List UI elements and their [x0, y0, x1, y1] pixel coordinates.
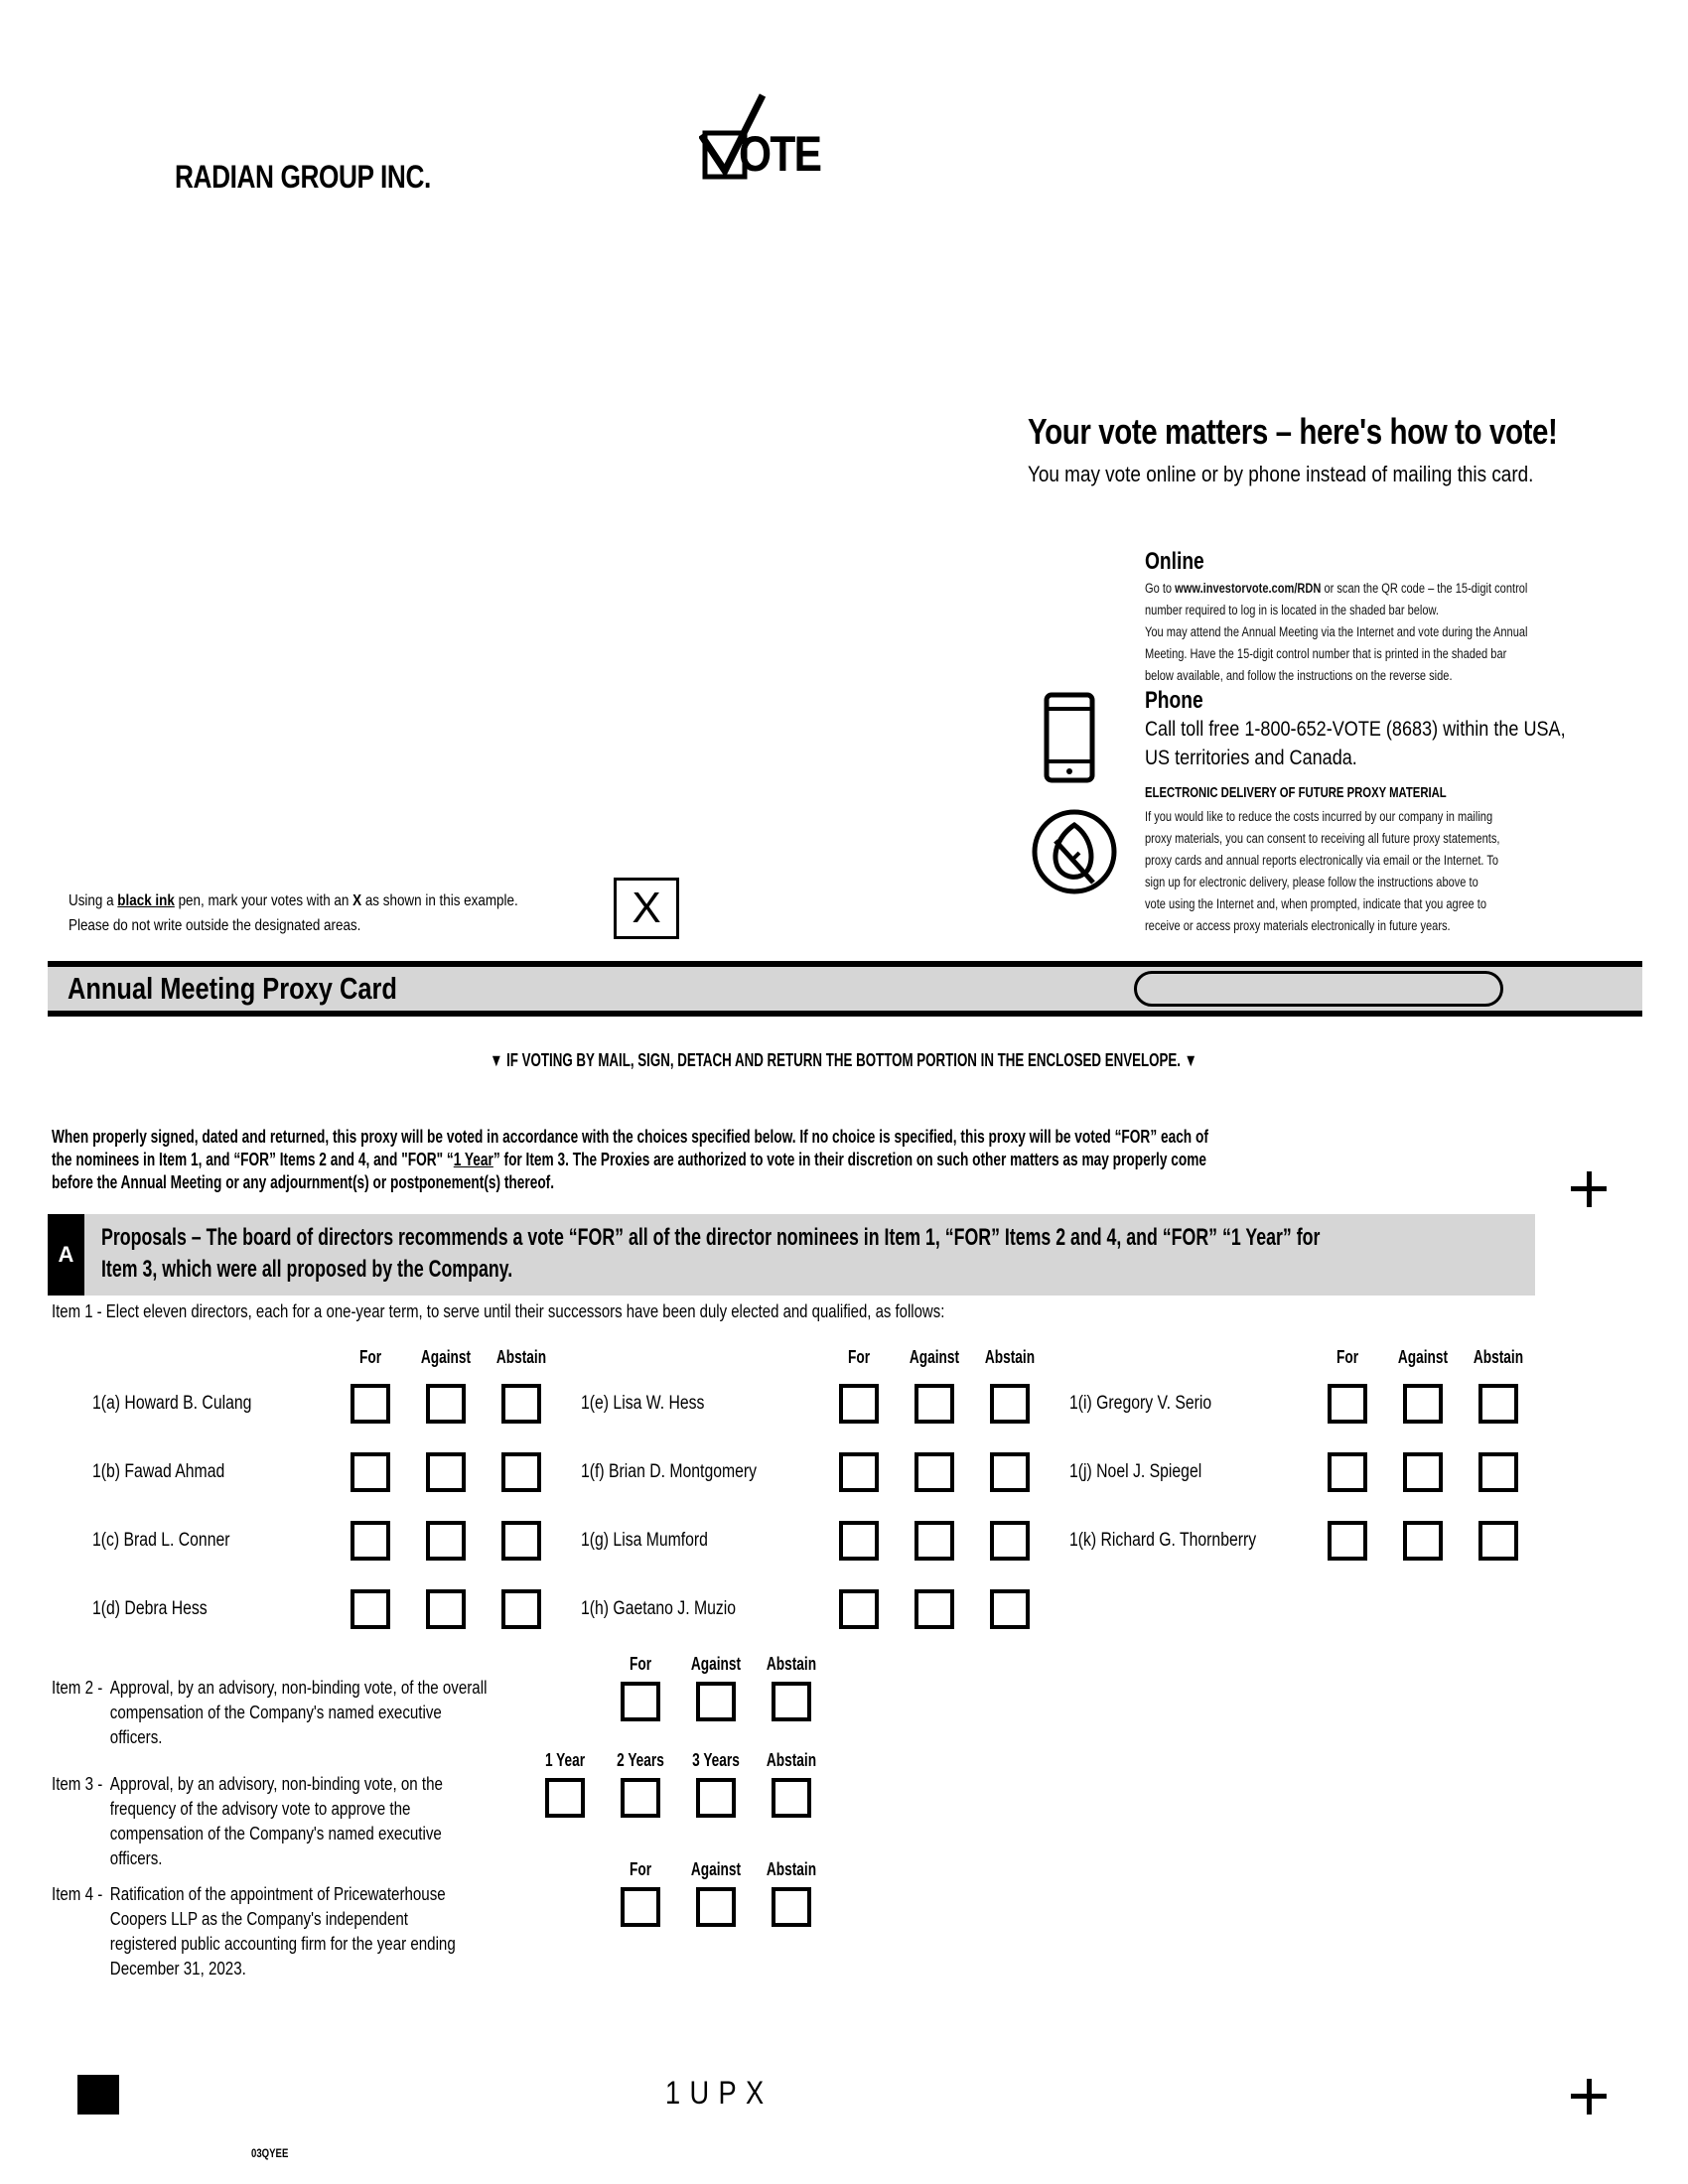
disclaimer-text: ” for Item 3. The Proxies are authorized to vote in their discretion on such other matters as may properly come — [492, 1149, 1207, 1169]
checkbox-1c-abstain[interactable] — [501, 1521, 541, 1561]
col-header-abstain: Abstain — [1473, 1347, 1524, 1367]
section-a-tag: A — [48, 1214, 84, 1296]
leaf-no-paper-icon — [1030, 807, 1119, 901]
section-a-header — [48, 1214, 1535, 1296]
online-title: Online — [1145, 548, 1204, 575]
col-header-3-years: 3 Years — [692, 1750, 740, 1770]
checkbox-1a-against[interactable] — [426, 1384, 466, 1424]
checkbox-1g-against[interactable] — [914, 1521, 954, 1561]
disclaimer-line: When properly signed, dated and returned, this proxy will be voted in accordance with the choices specified below. If no choice is specified, this proxy will be voted “FOR” each of — [52, 1126, 1208, 1147]
online-text: Meeting. Have the 15-digit control number that is printed in the shaded bar — [1145, 646, 1507, 661]
checkbox-item2-abstain[interactable] — [772, 1682, 811, 1721]
phone-title: Phone — [1145, 687, 1203, 714]
online-text: or scan the QR code – the 15-digit control — [1321, 581, 1528, 596]
item3-description — [52, 1772, 443, 1871]
item4-line: Coopers LLP as the Company's independent — [109, 1909, 408, 1929]
checkbox-1h-against[interactable] — [914, 1589, 954, 1629]
checkbox-item2-against[interactable] — [696, 1682, 736, 1721]
detach-notice-text: ▼ IF VOTING BY MAIL, SIGN, DETACH AND RETURN THE BOTTOM PORTION IN THE ENCLOSED ENVELOPE. ▼ — [490, 1050, 1198, 1070]
checkbox-1h-abstain[interactable] — [990, 1589, 1030, 1629]
checkbox-1e-abstain[interactable] — [990, 1384, 1030, 1424]
detach-notice — [0, 1050, 1688, 1071]
item4-line: registered public accounting firm for the year ending — [109, 1934, 456, 1954]
checkbox-1b-abstain[interactable] — [501, 1452, 541, 1492]
checkbox-1k-abstain[interactable] — [1478, 1521, 1518, 1561]
company-name: RADIAN GROUP INC. — [175, 159, 431, 195]
item2-line: officers. — [109, 1727, 163, 1747]
instruction-text: pen, mark your votes with an — [174, 892, 353, 909]
checkbox-1d-against[interactable] — [426, 1589, 466, 1629]
checkbox-1k-for[interactable] — [1328, 1521, 1367, 1561]
item3-line: compensation of the Company's named executive — [109, 1824, 442, 1843]
edelivery-line: If you would like to reduce the costs incurred by our company in mailing — [1145, 809, 1493, 824]
registration-plus-icon — [1571, 1171, 1607, 1207]
example-mark-box: X — [614, 878, 679, 939]
item3-line: Approval, by an advisory, non-binding vote, on the — [109, 1774, 443, 1794]
proxy-card-title: Annual Meeting Proxy Card — [68, 971, 397, 1006]
checkbox-1f-against[interactable] — [914, 1452, 954, 1492]
nominee-label: 1(f) Brian D. Montgomery — [581, 1461, 758, 1482]
item3-line: officers. — [109, 1848, 163, 1868]
edelivery-title: ELECTRONIC DELIVERY OF FUTURE PROXY MATERIAL — [1145, 785, 1447, 801]
disclaimer-text: the nominees in Item 1, and “FOR” Items 2 and 4, and "FOR" “ — [52, 1149, 454, 1169]
checkbox-item3-3-years[interactable] — [696, 1778, 736, 1818]
checkbox-1i-against[interactable] — [1403, 1384, 1443, 1424]
smartphone-icon — [1044, 692, 1095, 788]
checkbox-item3-1-year[interactable] — [545, 1778, 585, 1818]
registration-plus-icon — [1571, 2079, 1607, 2115]
marking-instructions — [69, 888, 518, 938]
proxy-disclaimer — [52, 1125, 1208, 1193]
nominee-label: 1(g) Lisa Mumford — [581, 1530, 708, 1551]
checkbox-1c-for[interactable] — [351, 1521, 390, 1561]
checkbox-1j-abstain[interactable] — [1478, 1452, 1518, 1492]
checkbox-1k-against[interactable] — [1403, 1521, 1443, 1561]
online-text: You may attend the Annual Meeting via the Internet and vote during the Annual — [1145, 624, 1528, 639]
checkbox-1c-against[interactable] — [426, 1521, 466, 1561]
nominee-label: 1(j) Noel J. Spiegel — [1069, 1461, 1202, 1482]
item3-label: Item 3 - — [52, 1774, 103, 1794]
col-header-for: For — [629, 1654, 652, 1674]
control-number-field — [1134, 971, 1503, 1007]
checkbox-1d-for[interactable] — [351, 1589, 390, 1629]
checkbox-1e-for[interactable] — [839, 1384, 879, 1424]
item2-label: Item 2 - — [52, 1678, 103, 1698]
checkbox-1a-for[interactable] — [351, 1384, 390, 1424]
registration-block-mark — [77, 2075, 119, 2115]
vote-logo — [699, 89, 868, 199]
vote-matters-subtitle: You may vote online or by phone instead of mailing this card. — [1028, 462, 1534, 486]
col-header-2-years: 2 Years — [617, 1750, 664, 1770]
disclaimer-underline: 1 Year — [453, 1149, 493, 1169]
phone-text: US territories and Canada. — [1145, 747, 1357, 769]
nominee-label: 1(h) Gaetano J. Muzio — [581, 1598, 737, 1619]
col-header-abstain: Abstain — [984, 1347, 1036, 1367]
instruction-text: as shown in this example. — [361, 892, 518, 909]
section-a-line: Item 3, which were all proposed by the Company. — [101, 1256, 513, 1283]
item2-description — [52, 1676, 487, 1750]
section-a-text — [101, 1222, 1320, 1286]
edelivery-line: proxy materials, you can consent to receiving all future proxy statements, — [1145, 831, 1500, 846]
nominee-label: 1(a) Howard B. Culang — [92, 1393, 252, 1414]
section-a-line: Proposals – The board of directors recommends a vote “FOR” all of the director nominees in Item 1, “FOR” Items 2 and 4, and “FOR” “1 Year” for — [101, 1224, 1321, 1251]
checkbox-1e-against[interactable] — [914, 1384, 954, 1424]
col-header-against: Against — [1397, 1347, 1449, 1367]
col-header-abstain: Abstain — [495, 1347, 547, 1367]
col-header-against: Against — [909, 1347, 960, 1367]
item2-line: Approval, by an advisory, non-binding vote, of the overall — [109, 1678, 488, 1698]
nominee-label: 1(b) Fawad Ahmad — [92, 1461, 225, 1482]
nominee-label: 1(d) Debra Hess — [92, 1598, 208, 1619]
nominee-label: 1(k) Richard G. Thornberry — [1069, 1530, 1257, 1551]
checkbox-1h-for[interactable] — [839, 1589, 879, 1629]
checkbox-1g-abstain[interactable] — [990, 1521, 1030, 1561]
col-header-for: For — [847, 1347, 871, 1367]
col-header-for: For — [358, 1347, 382, 1367]
col-header-against: Against — [420, 1347, 472, 1367]
form-code: 1UPX — [665, 2075, 774, 2111]
checkbox-1b-against[interactable] — [426, 1452, 466, 1492]
item1-description: Item 1 - Elect eleven directors, each for a one-year term, to serve until their successors have been duly elected and qualified, as follows: — [52, 1301, 945, 1321]
checkbox-item4-abstain[interactable] — [772, 1887, 811, 1927]
item4-line: December 31, 2023. — [109, 1959, 246, 1979]
item4-description — [52, 1882, 456, 1981]
nominee-label: 1(e) Lisa W. Hess — [581, 1393, 705, 1414]
col-header-against: Against — [690, 1859, 742, 1879]
item4-label: Item 4 - — [52, 1884, 103, 1904]
nominee-label: 1(c) Brad L. Conner — [92, 1530, 230, 1551]
checkbox-1b-for[interactable] — [351, 1452, 390, 1492]
checkbox-item3-2-years[interactable] — [621, 1778, 660, 1818]
checkbox-1j-for[interactable] — [1328, 1452, 1367, 1492]
instruction-text: Using a — [69, 892, 118, 909]
instruction-text: Please do not write outside the designated areas. — [69, 917, 361, 934]
investorvote-link[interactable]: www.investorvote.com/RDN — [1175, 581, 1322, 596]
phone-text: Call toll free 1-800-652-VOTE (8683) within the USA, — [1145, 718, 1566, 741]
online-text: number required to log in is located in the shaded bar below. — [1145, 603, 1440, 617]
col-header-for: For — [1336, 1347, 1359, 1367]
checkbox-1a-abstain[interactable] — [501, 1384, 541, 1424]
online-text: Go to — [1145, 581, 1176, 596]
checkbox-1j-against[interactable] — [1403, 1452, 1443, 1492]
checkbox-item4-against[interactable] — [696, 1887, 736, 1927]
phone-instructions — [1145, 715, 1566, 772]
item2-line: compensation of the Company's named executive — [109, 1703, 442, 1722]
item4-line: Ratification of the appointment of Pricewaterhouse — [109, 1884, 446, 1904]
instruction-mark: X — [352, 892, 362, 909]
col-header-for: For — [629, 1859, 652, 1879]
checkbox-1i-for[interactable] — [1328, 1384, 1367, 1424]
instruction-emphasis: black ink — [117, 892, 175, 909]
checkbox-1f-abstain[interactable] — [990, 1452, 1030, 1492]
col-header-1-year: 1 Year — [544, 1750, 586, 1770]
edelivery-line: vote using the Internet and, when prompted, indicate that you agree to — [1145, 896, 1487, 911]
online-instructions — [1145, 578, 1527, 687]
vote-matters-title: Your vote matters – here's how to vote! — [1028, 411, 1558, 452]
col-header-abstain: Abstain — [766, 1859, 817, 1879]
checkbox-1f-for[interactable] — [839, 1452, 879, 1492]
nominee-label: 1(i) Gregory V. Serio — [1069, 1393, 1212, 1414]
checkbox-1i-abstain[interactable] — [1478, 1384, 1518, 1424]
checkbox-item2-for[interactable] — [621, 1682, 660, 1721]
edelivery-line: proxy cards and annual reports electronically via email or the Internet. To — [1145, 853, 1499, 868]
checkbox-1d-abstain[interactable] — [501, 1589, 541, 1629]
checkbox-item3-abstain[interactable] — [772, 1778, 811, 1818]
edelivery-line: receive or access proxy materials electronically in future years. — [1145, 918, 1451, 933]
col-header-abstain: Abstain — [766, 1750, 817, 1770]
checkbox-item4-for[interactable] — [621, 1887, 660, 1927]
vote-logo-text: OTE — [739, 126, 821, 182]
col-header-abstain: Abstain — [766, 1654, 817, 1674]
col-header-against: Against — [690, 1654, 742, 1674]
edelivery-line: sign up for electronic delivery, please follow the instructions above to — [1145, 875, 1478, 889]
online-text: below available, and follow the instructions on the reverse side. — [1145, 668, 1453, 683]
checkbox-1g-for[interactable] — [839, 1521, 879, 1561]
edelivery-text — [1145, 806, 1499, 937]
item3-line: frequency of the advisory vote to approve the — [109, 1799, 411, 1819]
print-code: 03QYEE — [251, 2146, 289, 2160]
disclaimer-line: before the Annual Meeting or any adjournment(s) or postponement(s) thereof. — [52, 1171, 555, 1192]
proxy-card-header-band — [48, 961, 1642, 1017]
